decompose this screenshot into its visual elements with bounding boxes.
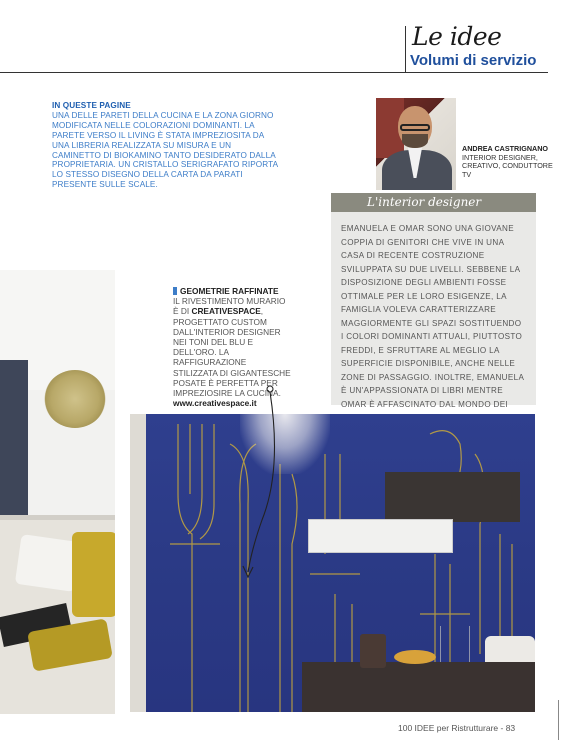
intro-heading: IN QUESTE PAGINE (52, 101, 131, 110)
geometrie-caption (173, 286, 291, 408)
living-room-photo (0, 270, 115, 714)
dining-table (302, 662, 535, 712)
header-rule (0, 72, 548, 73)
geometrie-text-2: , PROGETTATO CUSTOM DALL'INTERIOR DESIGNER NEI TONI DEL BLU E DELL'ORO. LA RAFFIGURAZIONE STILIZZATA DI GIGANTESCHE POSATE È PERFETTA PER IMPREZIOSIRE LA CUCINA. (173, 306, 291, 399)
designer-role: INTERIOR DESIGNER, CREATIVO, CONDUTTORE TV (462, 152, 553, 179)
intro-caption (52, 101, 280, 190)
vase (360, 634, 386, 668)
quote-body: EMANUELA E OMAR SONO UNA GIOVANE COPPIA DI GENITORI CHE VIVE IN UNA CASA DI RECENTE COSTRUZIONE SVILUPPATA SU DUE LIVELLI. SEBBENE LA DISPOSIZIONE DEGLI AMBIENTI FOSSE OTTIMALE PER LE LORO ESIGENZE, LA FAMIGLIA VOLEVA CARATTERIZZARE MAGGIORMENTE GLI SPAZI SOSTITUENDO I COLORI DOMINANTI ATTUALI, PIUTTOSTO FREDDI, E SFRUTTARE AL MEGLIO LA SUPERFICIE DISPONIBILE, ANCHE NELLE ZONE DI PASSAGGIO. INOLTRE, EMANUELA È UN'APPASSIONATA DI LIBRI MENTRE OMAR È AFFASCINATO DAL MONDO DEI (331, 212, 536, 405)
quote-title-band: L'interior designer (331, 193, 536, 212)
designer-caption (462, 145, 562, 179)
designer-name: ANDREA CASTRIGNANO (462, 144, 548, 153)
kitchen-photo (130, 414, 535, 712)
geometrie-text-1: IL RIVESTIMENTO MURARIO È DI (173, 296, 286, 317)
geometrie-brand: CREATIVESPACE (191, 306, 261, 317)
geometrie-url[interactable]: www.creativespace.it (173, 398, 257, 409)
intro-body: UNA DELLE PARETI DELLA CUCINA E LA ZONA GIORNO MODIFICATA NELLE COLORAZIONI DOMINANTI. LA PARETE VERSO IL LIVING È STATA IMPREZIOSITA DA UNA LIBRERIA REALIZZATA SU MISURA E UN CAMINETTO DI BIOKAMINO TANTO DESIDERATO DALLA PROPRIETARIA. UN CRISTALLO SERIGRAFATO RIPORTA LO STESSO DISEGNO DELLA CARTA DA PARATI PRESENTE SULLE SCALE. (52, 110, 278, 190)
header-vertical-rule (405, 26, 406, 73)
footer-rule (558, 700, 559, 740)
section-title: Le idee (412, 22, 502, 51)
page-footer: 100 IDEE per Ristrutturare - 83 (398, 723, 516, 733)
caption-marker (173, 287, 177, 295)
designer-portrait (376, 98, 456, 190)
wall-clock-icon (44, 370, 106, 428)
white-wall-shelf (308, 519, 453, 553)
fruit-bowl (394, 650, 436, 664)
glassware (440, 626, 470, 662)
ceiling-light (240, 414, 330, 474)
section-subtitle: Volumi di servizio (410, 52, 537, 69)
dark-wall-cabinet (385, 472, 520, 522)
geometrie-heading: GEOMETRIE RAFFINATE (180, 286, 279, 296)
